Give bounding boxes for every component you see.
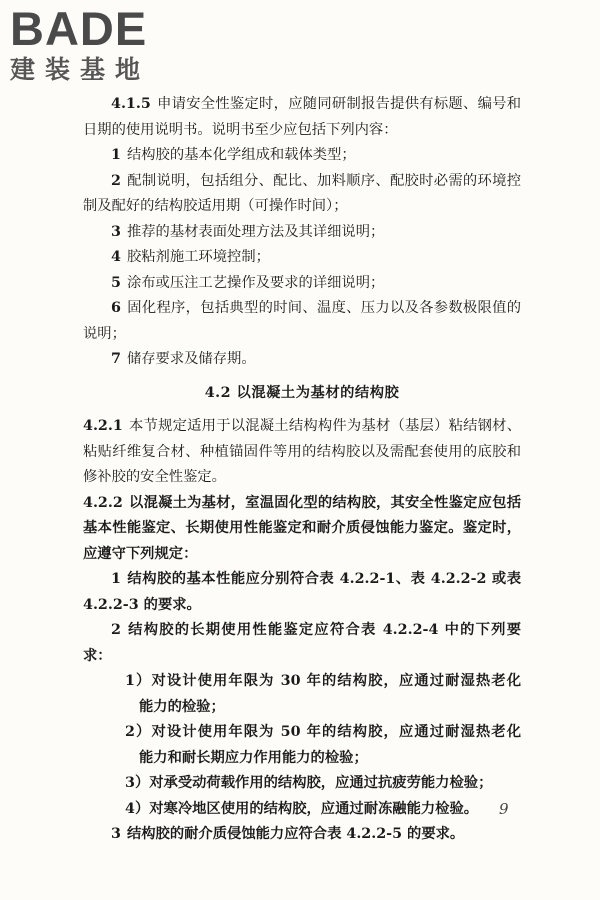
- sub-item-continuation: 能力和耐长期应力作用能力的检验；: [139, 749, 368, 766]
- page-number: 9: [499, 800, 509, 818]
- item-number: 2: [111, 622, 121, 638]
- document-body: [83, 92, 521, 848]
- item-number: 6: [111, 300, 121, 316]
- sub-item: [83, 771, 521, 797]
- sub-item-number: 2）: [125, 724, 152, 740]
- clause-4-2-2: [83, 491, 521, 568]
- clause-4-1-5: [83, 92, 521, 143]
- list-item: [83, 271, 521, 297]
- sub-item-continuation: 能力的检验；: [139, 698, 225, 715]
- sub-item-text: 对设计使用年限为 50 年的结构胶，应通过耐湿热老化: [151, 724, 521, 740]
- list-item: [83, 143, 521, 169]
- item-text: 结构胶的基本化学组成和载体类型；: [126, 147, 356, 163]
- clause-4-2-1: [83, 414, 521, 491]
- item-text: 胶粘剂施工环境控制；: [126, 249, 270, 265]
- item-text: 配制说明，包括组分、配比、加料顺序、配胶时必需的环境控制及配好的结构胶适用期（可操作时间）；: [83, 172, 521, 214]
- item-number: 7: [111, 351, 121, 367]
- item-text: 结构胶的耐介质侵蚀能力应符合表 4.2.2-5 的要求。: [126, 826, 465, 842]
- sub-item: [83, 797, 521, 823]
- sub-item-text: 对寒冷地区使用的结构胶，应通过耐冻融能力检验。: [149, 800, 479, 817]
- list-item: [83, 296, 521, 347]
- list-item: [83, 618, 521, 669]
- list-item: [83, 822, 521, 848]
- item-text: 推荐的基材表面处理方法及其详细说明；: [126, 223, 385, 240]
- item-text: 结构胶的长期使用性能鉴定应符合表 4.2.2-4 中的下列要求：: [83, 622, 521, 664]
- sub-item-text: 对设计使用年限为 30 年的结构胶，应通过耐湿热老化: [151, 673, 521, 689]
- clause-text: 以混凝土为基材，室温固化型的结构胶，其安全性鉴定应包括基本性能鉴定、长期使用性能鉴定和耐介质侵蚀能力鉴定。鉴定时，应遵守下列规定：: [83, 494, 521, 562]
- sub-item-number: 1）: [125, 673, 152, 689]
- item-text: 涂布或压注工艺操作及要求的详细说明；: [126, 274, 385, 291]
- item-number: 1: [111, 571, 121, 587]
- clause-number: 4.2.1: [83, 418, 123, 434]
- logo-wordmark: BADE: [10, 2, 148, 55]
- logo: [10, 4, 150, 86]
- clause-number: 4.1.5: [111, 96, 151, 112]
- sub-item: [83, 720, 521, 771]
- item-number: 5: [111, 274, 121, 291]
- sub-item: [83, 669, 521, 720]
- item-number: 1: [111, 147, 121, 163]
- item-text: 储存要求及储存期。: [126, 351, 256, 367]
- sub-item-line: [125, 673, 521, 689]
- sub-item-text: 对承受动荷载作用的结构胶，应通过抗疲劳能力检验；: [149, 775, 493, 791]
- item-number: 2: [111, 172, 121, 189]
- item-text: 固化程序，包括典型的时间、温度、压力以及各参数极限值的说明；: [83, 300, 521, 342]
- item-text: 结构胶的基本性能应分别符合表 4.2.2-1、表 4.2.2-2 或表 4.2.2-3 的要求。: [83, 571, 521, 613]
- clause-text: 申请安全性鉴定时，应随同研制报告提供有标题、编号和日期的使用说明书。说明书至少应包括下列内容：: [83, 96, 521, 138]
- list-item: [83, 245, 521, 271]
- clause-number: 4.2.2: [83, 494, 123, 511]
- clause-text: 本节规定适用于以混凝土结构构件为基材（基层）粘结钢材、粘贴纤维复合材、种植锚固件等用的结构胶以及需配套使用的底胶和修补胶的安全性鉴定。: [83, 418, 521, 485]
- item-number: 3: [111, 223, 121, 240]
- section-heading: 4.2 以混凝土为基材的结构胶: [204, 384, 400, 401]
- item-number: 4: [111, 249, 121, 265]
- list-item: [83, 347, 521, 373]
- list-item: [83, 567, 521, 618]
- list-item: [83, 220, 521, 246]
- sub-item-line: [125, 724, 521, 740]
- item-number: 3: [111, 826, 121, 842]
- sub-item-number: 3）: [125, 775, 150, 791]
- list-item: [83, 169, 521, 220]
- sub-item-number: 4）: [125, 800, 150, 817]
- logo-subtitle: 建装基地: [10, 55, 151, 84]
